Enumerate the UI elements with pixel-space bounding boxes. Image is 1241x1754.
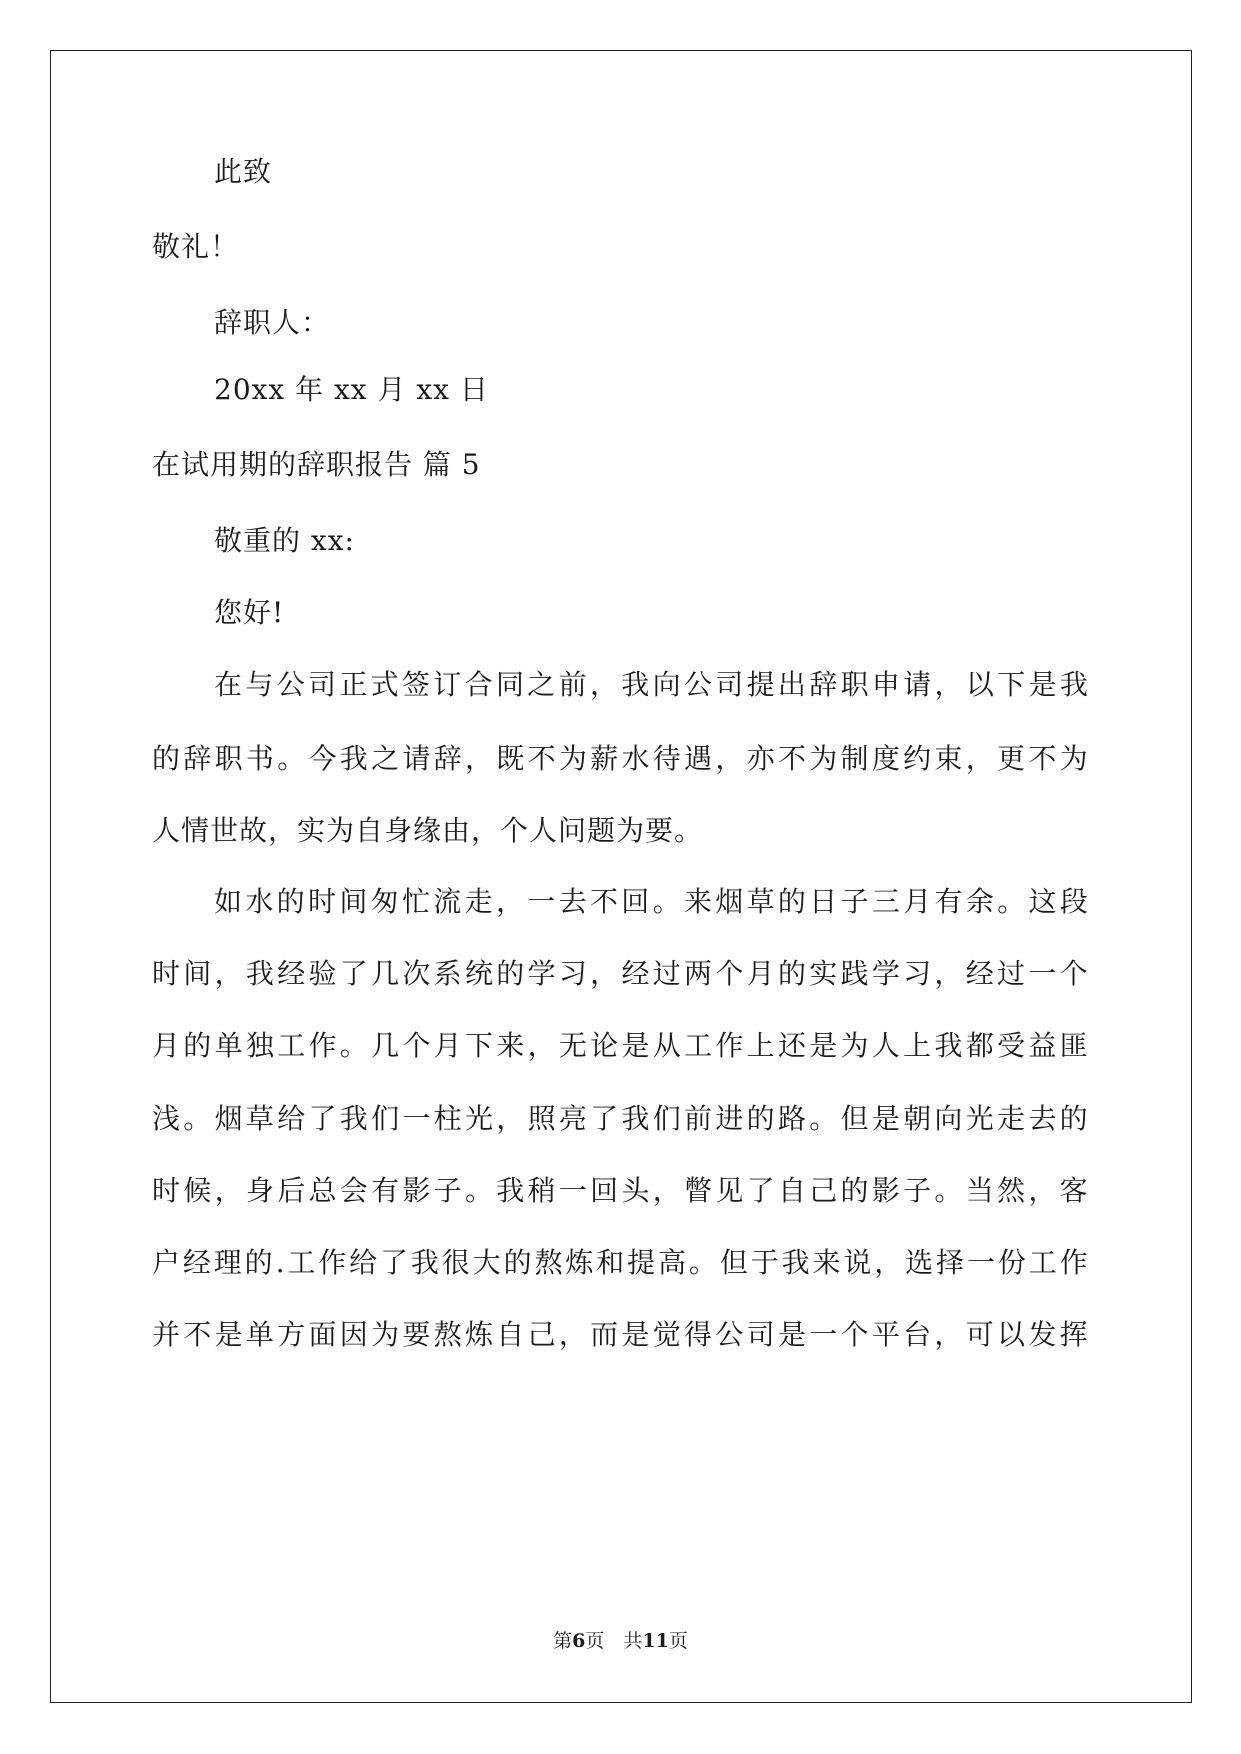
glyph: 是 (777, 1318, 806, 1351)
glyph: 。 (809, 1102, 838, 1135)
glyph: 无 (558, 1029, 587, 1062)
glyph: 烟 (715, 885, 744, 918)
glyph: 书 (245, 742, 274, 775)
paragraph-line (152, 739, 1088, 779)
glyph: 统 (464, 957, 493, 990)
glyph: 以 (997, 1318, 1026, 1351)
glyph: 为 (840, 1029, 869, 1062)
glyph: 个 (1059, 957, 1088, 990)
glyph: 公 (715, 1318, 744, 1351)
glyph: 朝 (903, 1102, 932, 1135)
glyph: ， (934, 1318, 963, 1351)
glyph: 单 (214, 1029, 243, 1062)
glyph: 个 (715, 957, 744, 990)
glyph: 自 (777, 1174, 806, 1207)
glyph: 。 (997, 885, 1026, 918)
glyph: 下 (464, 1029, 493, 1062)
closing-regards: 敬礼！ (152, 230, 240, 263)
glyph: 经 (182, 1246, 211, 1279)
glyph: 是 (809, 1029, 838, 1062)
glyph: 熬 (534, 1246, 563, 1279)
glyph: 时 (152, 1174, 181, 1207)
glyph: 个 (402, 1029, 431, 1062)
glyph: ， (874, 1246, 903, 1279)
glyph: 当 (965, 1174, 994, 1207)
glyph: 进 (715, 1102, 744, 1135)
glyph: 作 (318, 1246, 347, 1279)
glyph: ， (589, 668, 618, 701)
glyph: 我 (410, 1246, 439, 1279)
glyph: 两 (684, 957, 713, 990)
glyph: 子 (433, 1174, 462, 1207)
glyph: 经 (621, 957, 650, 990)
glyph: 我 (934, 1029, 963, 1062)
glyph: 择 (936, 1246, 965, 1279)
glyph: 总 (308, 1174, 337, 1207)
glyph: 不 (527, 742, 556, 775)
glyph: 度 (871, 742, 900, 775)
glyph: 系 (433, 957, 462, 990)
glyph: 前 (684, 1102, 713, 1135)
greeting-hello: 您好! (214, 596, 285, 629)
glyph: 向 (652, 668, 681, 701)
glyph: 来 (812, 1246, 841, 1279)
glyph: 草 (245, 1102, 274, 1135)
glyph: 去 (1028, 1102, 1057, 1135)
glyph: 司 (715, 668, 744, 701)
glyph: 今 (308, 742, 337, 775)
page-border (50, 50, 1192, 1703)
glyph: 是 (871, 1102, 900, 1135)
glyph: 约 (903, 742, 932, 775)
glyph: 。 (934, 1174, 963, 1207)
glyph: 路 (777, 1102, 806, 1135)
glyph: 签 (401, 668, 430, 701)
glyph: 炼 (565, 1246, 594, 1279)
glyph: 益 (1028, 1029, 1057, 1062)
glyph: 自 (496, 1318, 525, 1351)
glyph: 申 (871, 668, 900, 701)
glyph: 大 (472, 1246, 501, 1279)
glyph: ， (464, 742, 493, 775)
glyph: 为 (558, 742, 587, 775)
glyph: 是 (621, 1318, 650, 1351)
glyph: 一 (966, 1246, 995, 1279)
glyph: 一 (558, 1174, 587, 1207)
glyph: 践 (840, 957, 869, 990)
glyph: 司 (307, 668, 336, 701)
glyph: 但 (719, 1246, 748, 1279)
glyph: 。 (339, 1029, 368, 1062)
glyph: 过 (652, 957, 681, 990)
glyph: 亦 (746, 742, 775, 775)
paragraph-line (152, 1099, 1088, 1139)
glyph: 为 (1059, 742, 1088, 775)
glyph: 一 (402, 1102, 431, 1135)
footer-suffix: 页 (668, 1630, 688, 1652)
glyph: 客 (1059, 1174, 1088, 1207)
glyph: 这 (1028, 885, 1057, 918)
glyph: 草 (746, 885, 775, 918)
glyph: 并 (152, 1318, 181, 1351)
glyph: ， (965, 742, 994, 775)
glyph: 瞥 (684, 1174, 713, 1207)
glyph: 之 (527, 668, 556, 701)
glyph: ， (214, 957, 243, 990)
glyph: 我 (339, 1102, 368, 1135)
glyph: 验 (308, 957, 337, 990)
glyph: 走 (997, 1102, 1026, 1135)
glyph: 头 (621, 1174, 650, 1207)
glyph: 来 (496, 1029, 525, 1062)
glyph: ， (590, 957, 619, 990)
glyph: 时 (307, 885, 336, 918)
glyph: 面 (308, 1318, 337, 1351)
glyph: 为 (809, 742, 838, 775)
glyph: 份 (997, 1246, 1026, 1279)
glyph: ， (527, 1029, 556, 1062)
glyph: 然 (997, 1174, 1026, 1207)
glyph: 了 (590, 1102, 619, 1135)
glyph: 下 (997, 668, 1026, 701)
glyph: 作 (715, 1029, 744, 1062)
glyph: 的 (503, 1246, 532, 1279)
glyph: 人 (871, 1029, 900, 1062)
glyph: 己 (527, 1318, 556, 1351)
glyph: 们 (371, 1102, 400, 1135)
glyph: 的 (183, 1029, 212, 1062)
paragraph-line (214, 665, 1088, 705)
glyph: 。 (464, 1174, 493, 1207)
glyph: 我 (339, 742, 368, 775)
glyph: 提 (746, 668, 775, 701)
glyph: 受 (997, 1029, 1026, 1062)
glyph: 亮 (558, 1102, 587, 1135)
glyph: 习 (903, 957, 932, 990)
glyph: 发 (1028, 1318, 1057, 1351)
glyph: 几 (371, 957, 400, 990)
glyph: 了 (380, 1246, 409, 1279)
glyph: 。 (652, 885, 681, 918)
current-page-number: 6 (572, 1630, 586, 1652)
glyph: 不 (1028, 742, 1057, 775)
glyph: 光 (464, 1102, 493, 1135)
glyph: 走 (464, 885, 493, 918)
glyph: 习 (558, 957, 587, 990)
paragraph-line (152, 1026, 1088, 1066)
glyph: 子 (903, 1174, 932, 1207)
glyph: 的 (276, 885, 305, 918)
glyph: 还 (777, 1029, 806, 1062)
glyph: 经 (277, 957, 306, 990)
glyph: ， (934, 668, 963, 701)
paragraph-line (152, 1315, 1088, 1355)
glyph: 遇 (684, 742, 713, 775)
glyph: 去 (558, 885, 587, 918)
glyph: 有 (934, 885, 963, 918)
closing-salutation: 此致 (214, 155, 273, 188)
glyph: 月 (433, 1029, 462, 1062)
glyph: 回 (590, 1174, 619, 1207)
glyph: 照 (527, 1102, 556, 1135)
glyph: 职 (840, 668, 869, 701)
glyph: 学 (527, 957, 556, 990)
glyph: 束 (934, 742, 963, 775)
glyph: 实 (809, 957, 838, 990)
glyph: 我 (621, 668, 650, 701)
glyph: 炼 (464, 1318, 493, 1351)
glyph: 司 (746, 1318, 775, 1351)
glyph: 更 (997, 742, 1026, 775)
glyph: 选 (905, 1246, 934, 1279)
glyph: 身 (245, 1174, 274, 1207)
glyph: ， (496, 1102, 525, 1135)
glyph: ， (558, 1318, 587, 1351)
glyph: 可 (965, 1318, 994, 1351)
glyph: 作 (1059, 1246, 1088, 1279)
glyph: 和 (596, 1246, 625, 1279)
glyph: 影 (402, 1174, 431, 1207)
glyph: 作 (308, 1029, 337, 1062)
glyph: 。 (183, 1102, 212, 1135)
glyph: 来 (683, 885, 712, 918)
glyph: 。 (277, 742, 306, 775)
glyph: 回 (621, 885, 650, 918)
glyph: 工 (1028, 1246, 1057, 1279)
glyph: 辞 (809, 668, 838, 701)
glyph: 请 (402, 742, 431, 775)
glyph: 月 (152, 1029, 181, 1062)
glyph: 了 (308, 1102, 337, 1135)
glyph: 在 (214, 668, 243, 701)
glyph: 不 (589, 885, 618, 918)
glyph: 的 (244, 1246, 273, 1279)
glyph: 辞 (433, 742, 462, 775)
glyph: 户 (152, 1246, 181, 1279)
glyph: 制 (840, 742, 869, 775)
paragraph-line (214, 882, 1088, 922)
glyph: 以 (965, 668, 994, 701)
glyph: 我 (245, 957, 274, 990)
glyph: 觉 (652, 1318, 681, 1351)
glyph: 是 (621, 1029, 650, 1062)
paragraph-line (152, 1243, 1088, 1283)
glyph: 间 (183, 957, 212, 990)
glyph: 而 (590, 1318, 619, 1351)
section-heading: 在试用期的辞职报告 篇 5 (152, 448, 481, 481)
glyph: 见 (715, 1174, 744, 1207)
glyph: 工 (684, 1029, 713, 1062)
glyph: 影 (871, 1174, 900, 1207)
glyph: 的 (746, 1102, 775, 1135)
glyph: 同 (495, 668, 524, 701)
glyph: 的 (1059, 1102, 1088, 1135)
glyph: 熬 (433, 1318, 462, 1351)
glyph: 是 (214, 1318, 243, 1351)
glyph: ， (652, 1174, 681, 1207)
glyph: 次 (402, 957, 431, 990)
date-line: 20xx 年 xx 月 xx 日 (214, 373, 489, 406)
glyph: 请 (903, 668, 932, 701)
glyph: 与 (245, 668, 274, 701)
glyph: 我 (781, 1246, 810, 1279)
glyph: 我 (1059, 668, 1088, 701)
glyph: 订 (433, 668, 462, 701)
glyph: 匪 (1059, 1029, 1088, 1062)
glyph: 上 (903, 1029, 932, 1062)
glyph: 会 (339, 1174, 368, 1207)
glyph: 薪 (590, 742, 619, 775)
glyph: 余 (965, 885, 994, 918)
glyph: 得 (684, 1318, 713, 1351)
signature-label: 辞职人： (214, 306, 331, 339)
glyph: 光 (965, 1102, 994, 1135)
glyph: 间 (339, 885, 368, 918)
glyph: 独 (245, 1029, 274, 1062)
glyph: 不 (777, 742, 806, 775)
glyph: 正 (339, 668, 368, 701)
glyph: 台 (903, 1318, 932, 1351)
glyph: 出 (777, 668, 806, 701)
glyph: ， (495, 885, 524, 918)
glyph: 向 (934, 1102, 963, 1135)
glyph: 理 (213, 1246, 242, 1279)
glyph: 忙 (401, 885, 430, 918)
glyph: 我 (496, 1174, 525, 1207)
glyph: 说 (843, 1246, 872, 1279)
glyph: 学 (871, 957, 900, 990)
glyph: 几 (371, 1029, 400, 1062)
glyph: 的 (777, 957, 806, 990)
glyph: 单 (245, 1318, 274, 1351)
glyph: 时 (152, 957, 181, 990)
glyph: 日 (809, 885, 838, 918)
paragraph-line (152, 1171, 1088, 1211)
glyph: 候 (183, 1174, 212, 1207)
glyph: 的 (840, 1174, 869, 1207)
footer-prefix: 第 (553, 1630, 573, 1652)
glyph: 工 (277, 1029, 306, 1062)
glyph: 水 (245, 885, 274, 918)
glyph: ， (214, 1174, 243, 1207)
glyph: 的 (496, 957, 525, 990)
glyph: 合 (464, 668, 493, 701)
glyph: 给 (349, 1246, 378, 1279)
glyph: 月 (746, 957, 775, 990)
glyph: 我 (621, 1102, 650, 1135)
glyph: 们 (652, 1102, 681, 1135)
glyph: 待 (652, 742, 681, 775)
glyph: 如 (214, 885, 243, 918)
glyph: 上 (746, 1029, 775, 1062)
glyph: 提 (627, 1246, 656, 1279)
glyph: 段 (1059, 885, 1088, 918)
greeting-recipient: 敬重的 xx: (214, 524, 355, 557)
glyph: 了 (746, 1174, 775, 1207)
glyph: 一 (1028, 957, 1057, 990)
total-page-number: 11 (642, 1630, 669, 1652)
glyph: 浅 (152, 1102, 181, 1135)
glyph: 一 (809, 1318, 838, 1351)
glyph: 己 (809, 1174, 838, 1207)
glyph: 过 (997, 957, 1026, 990)
glyph: 不 (183, 1318, 212, 1351)
glyph: 是 (1028, 668, 1057, 701)
glyph: 后 (277, 1174, 306, 1207)
glyph: 给 (277, 1102, 306, 1135)
glyph: 的 (152, 742, 181, 775)
glyph: 公 (683, 668, 712, 701)
glyph: 要 (402, 1318, 431, 1351)
glyph: 个 (840, 1318, 869, 1351)
glyph: 很 (441, 1246, 470, 1279)
glyph: 的 (777, 885, 806, 918)
glyph: 三 (871, 885, 900, 918)
glyph: 之 (371, 742, 400, 775)
glyph: 为 (371, 1318, 400, 1351)
glyph: 从 (652, 1029, 681, 1062)
glyph: 流 (433, 885, 462, 918)
glyph: 都 (965, 1029, 994, 1062)
glyph: 挥 (1059, 1318, 1088, 1351)
glyph: 高 (658, 1246, 687, 1279)
glyph: 式 (370, 668, 399, 701)
paragraph-line: 人情世故，实为自身缘由，个人问题为要。 (152, 814, 704, 847)
glyph: 既 (496, 742, 525, 775)
glyph: 月 (903, 885, 932, 918)
glyph: ， (715, 742, 744, 775)
glyph: 有 (371, 1174, 400, 1207)
glyph: 柱 (433, 1102, 462, 1135)
glyph: 论 (590, 1029, 619, 1062)
glyph: 稍 (527, 1174, 556, 1207)
glyph: 职 (214, 742, 243, 775)
glyph: 但 (840, 1102, 869, 1135)
glyph: ， (1028, 1174, 1057, 1207)
paragraph-line (152, 954, 1088, 994)
glyph: 公 (276, 668, 305, 701)
glyph: ， (934, 957, 963, 990)
glyph: 于 (750, 1246, 779, 1279)
glyph: 水 (621, 742, 650, 775)
glyph: 工 (287, 1246, 316, 1279)
page-footer (0, 1629, 1241, 1653)
glyph: 烟 (214, 1102, 243, 1135)
glyph: 匆 (370, 885, 399, 918)
glyph: 了 (339, 957, 368, 990)
glyph: 经 (965, 957, 994, 990)
footer-mid: 页 共 (585, 1630, 643, 1652)
glyph: 。 (688, 1246, 717, 1279)
glyph: 辞 (183, 742, 212, 775)
glyph: 子 (840, 885, 869, 918)
glyph: 因 (339, 1318, 368, 1351)
glyph: 平 (871, 1318, 900, 1351)
glyph: 前 (558, 668, 587, 701)
glyph: . (275, 1246, 285, 1279)
glyph: 一 (527, 885, 556, 918)
glyph: 方 (277, 1318, 306, 1351)
